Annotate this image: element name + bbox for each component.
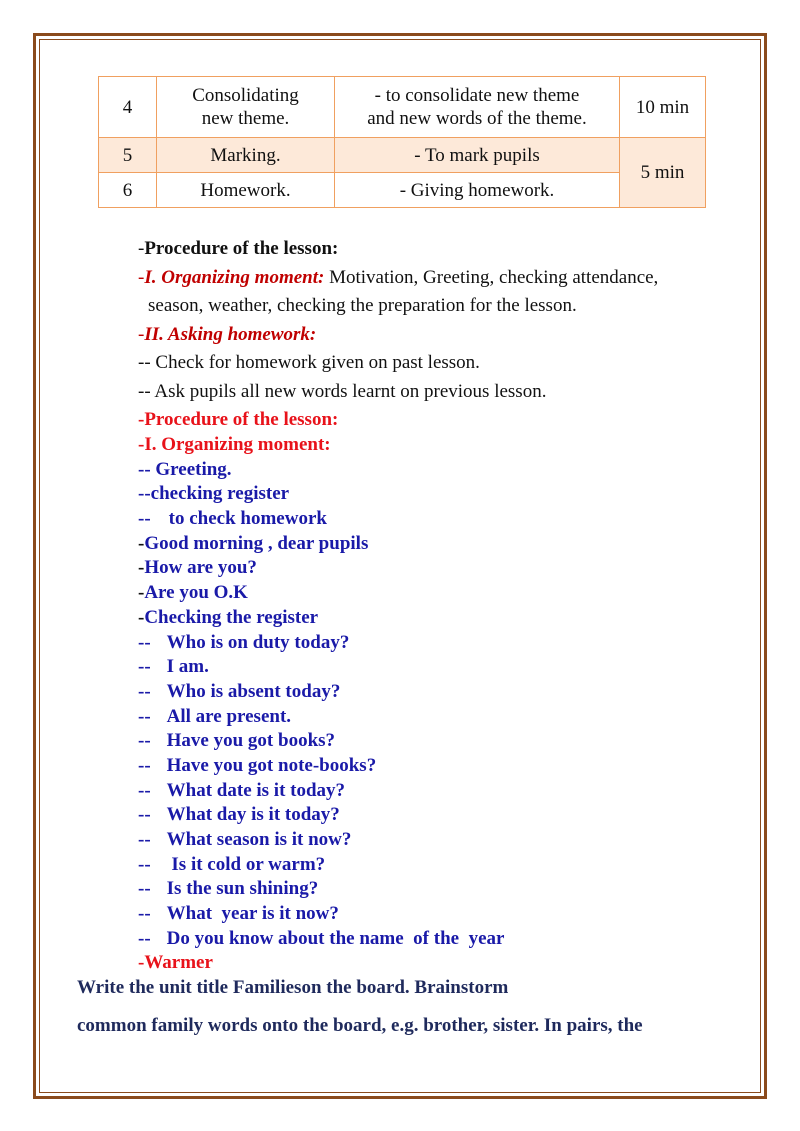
table-row	[99, 173, 706, 208]
organizing-moment-line-2: season, weather, checking the preparation for the lesson.	[148, 295, 577, 316]
dialogue-line: -Are you O.K	[138, 582, 248, 603]
stage-number: 6	[99, 173, 157, 208]
question-line: -- Have you got note-books?	[138, 755, 377, 776]
question-line: -- Who is on duty today?	[138, 632, 350, 653]
question-line: -- All are present.	[138, 706, 292, 727]
warmer-heading: -Warmer	[138, 952, 213, 973]
dialogue-line: -How are you?	[138, 557, 257, 578]
dialogue-line: -Checking the register	[138, 607, 319, 628]
homework-check-line: -- Check for homework given on past lesson.	[138, 352, 480, 373]
procedure-heading-2: -Procedure of the lesson:	[138, 409, 339, 430]
organizing-moment-line: -I. Organizing moment: Motivation, Greeting, checking attendance,	[138, 267, 659, 288]
stage-name: Marking.	[157, 138, 335, 173]
question-line: -- What date is it today?	[138, 780, 346, 801]
warmer-text-line-2: common family words onto the board, e.g. brother, sister. In pairs, the	[77, 1015, 643, 1036]
stage-aim: - To mark pupils	[335, 138, 620, 173]
question-line: -- What year is it now?	[138, 903, 339, 924]
question-line: -- I am.	[138, 656, 209, 677]
stage-aim: - Giving homework.	[335, 173, 620, 208]
organizing-moment-heading: -I. Organizing moment:	[138, 434, 331, 455]
warmer-text-line-1: Write the unit title Familieson the board. Brainstorm	[77, 977, 509, 998]
stage-name: Homework.	[157, 173, 335, 208]
lesson-stages-table	[98, 76, 706, 208]
asking-homework-heading: -II. Asking homework:	[138, 324, 317, 345]
stage-number: 4	[99, 77, 157, 138]
stage-number: 5	[99, 138, 157, 173]
stage-time: 5 min	[620, 138, 706, 208]
homework-item: -- to check homework	[138, 508, 327, 529]
procedure-heading: -Procedure of the lesson:	[138, 238, 339, 259]
homework-ask-line: -- Ask pupils all new words learnt on previous lesson.	[138, 381, 547, 402]
stage-name: Consolidating new theme.	[157, 77, 335, 138]
question-line: -- What day is it today?	[138, 804, 340, 825]
question-line: -- Have you got books?	[138, 730, 336, 751]
question-line: -- Is the sun shining?	[138, 878, 319, 899]
stage-time: 10 min	[620, 77, 706, 138]
stage-aim: - to consolidate new theme and new words of the theme.	[335, 77, 620, 138]
question-line: -- Who is absent today?	[138, 681, 341, 702]
question-line: -- Is it cold or warm?	[138, 854, 326, 875]
dialogue-line: -Good morning , dear pupils	[138, 533, 369, 554]
question-line: -- Do you know about the name of the year	[138, 928, 505, 949]
question-line: -- What season is it now?	[138, 829, 352, 850]
table-row	[99, 77, 706, 138]
table-row	[99, 138, 706, 173]
greeting-item: -- Greeting.	[138, 459, 232, 480]
register-item: --checking register	[138, 483, 290, 504]
